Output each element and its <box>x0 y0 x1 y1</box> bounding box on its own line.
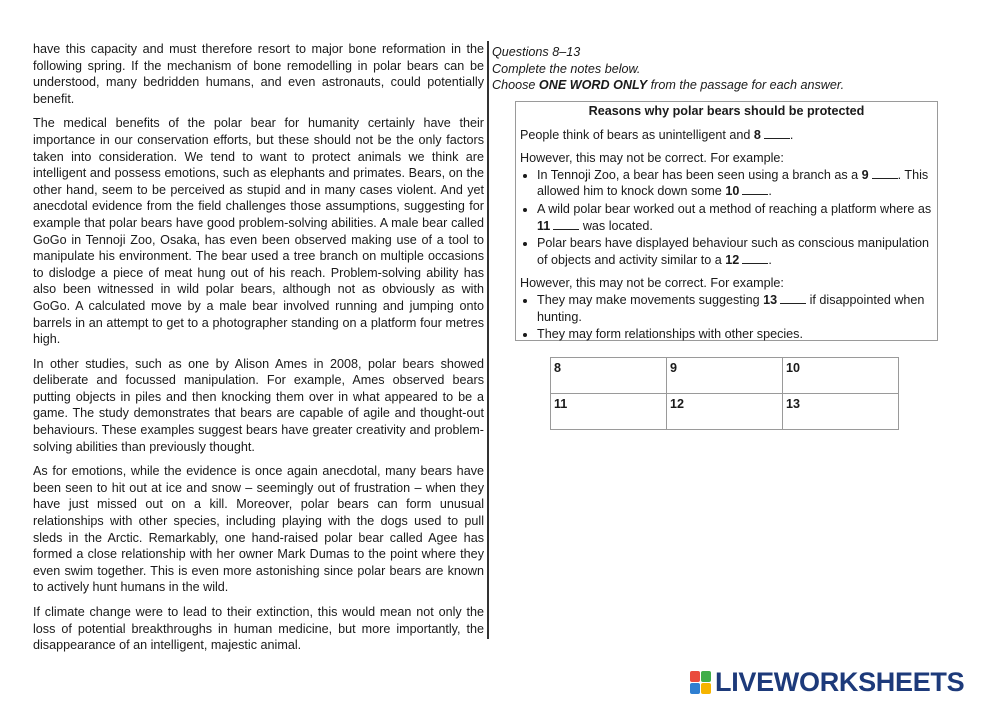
answer-blank-12[interactable] <box>742 253 768 264</box>
passage-paragraph-5: If climate change were to lead to their extinction, this would mean not only the loss of potential breakthroughs in human medicine, but more importantly, the disappearance of an intelligent, majestic animal. <box>33 605 484 653</box>
passage-paragraph-1: have this capacity and must therefore resort to major bone reformation in the following spring. If the mechanism of bone remodelling in polar bears can be understood, many bedridden humans, and even astronauts, could potentially benefit. <box>33 42 484 106</box>
bullet-4-text: They may make movements suggesting <box>537 292 764 307</box>
answer-cell-12[interactable]: 12 <box>667 394 783 430</box>
answer-cell-10[interactable]: 10 <box>783 358 899 394</box>
bullet-3-end: . <box>768 252 772 267</box>
logo-square-red <box>690 671 700 682</box>
bullet-1 <box>537 167 933 200</box>
bullet-1-mid: . This allowed him to knock down some <box>537 167 929 199</box>
section-2-list <box>520 292 933 343</box>
passage-paragraph-2: The medical benefits of the polar bear for humanity certainly have their importance in our conservation efforts, but these should not be the only factors taken into consideration. We tend to want to protect animals we think are intelligent and possess emotions, such as elephants and primates. Bears, on the other hand, seem to be perceived as stupid and in many cases violent. And yet anecdotal evidence from the field challenges those assumptions, suggesting for example that polar bears have good problem-solving abilities. A male bear called GoGo in Tennoji Zoo, Osaka, has even been observed making use of a tool to manipulate his environment. The bear used a tree branch on multiple occasions to dislodge a piece of meat hung out of his reach. Problem-solving ability has also been witnessed in wild polar bears, although not as obviously as with GoGo. A calculated move by a male bear involved running and jumping onto barrels in an attempt to get to a photographer standing on a platform four metres high. <box>33 116 484 347</box>
question-number-12: 12 <box>725 252 740 267</box>
answer-cell-9[interactable]: 9 <box>667 358 783 394</box>
bullet-3 <box>537 235 933 268</box>
questions-header <box>492 44 952 94</box>
bullet-2 <box>537 201 933 234</box>
answer-row <box>551 358 899 394</box>
reading-passage <box>33 41 484 662</box>
logo-square-blue <box>690 683 700 694</box>
bullet-4 <box>537 292 933 325</box>
choose-post: from the passage for each answer. <box>647 78 845 93</box>
section-1-intro: However, this may not be correct. For example: <box>520 151 784 166</box>
bullet-1-text: In Tennoji Zoo, a bear has been seen using a branch as a <box>537 167 862 182</box>
section-1-list <box>520 167 933 269</box>
liveworksheets-logo <box>690 666 964 698</box>
choose-bold: ONE WORD ONLY <box>538 78 648 93</box>
answer-blank-10[interactable] <box>742 184 768 195</box>
questions-choose-instruction <box>492 77 952 94</box>
bullet-4-end: if disappointed when hunting. <box>537 292 925 324</box>
bullet-2-text: A wild polar bear worked out a method of reaching a platform where as <box>537 201 932 216</box>
logo-square-yellow <box>701 683 711 694</box>
column-divider <box>487 41 489 639</box>
question-number-13: 13 <box>763 292 778 307</box>
notes-box <box>515 101 938 341</box>
answer-blank-8[interactable] <box>764 128 790 139</box>
passage-paragraph-4: As for emotions, while the evidence is once again anecdotal, many bears have been seen to hit out at ice and snow – seemingly out of frustration – when they have just missed out on a kill. Moreover, polar bears can form unusual relationships with other species, including playing with the dogs used to pull sleds in the Arctic. Remarkably, one hand-raised polar bear called Agee has formed a close relationship with her owner Mark Dumas to the point where they even swim together. This is even more astonishing since polar bears are known to actively hunt humans in the wild. <box>33 464 484 595</box>
answer-cell-8[interactable]: 8 <box>551 358 667 394</box>
questions-instruction: Complete the notes below. <box>492 61 641 76</box>
answer-cell-11[interactable]: 11 <box>551 394 667 430</box>
answer-blank-9[interactable] <box>872 168 898 179</box>
question-number-10: 10 <box>725 184 740 199</box>
logo-mark-icon <box>690 671 711 694</box>
notes-line-1-end: . <box>789 127 794 142</box>
logo-text: LIVEWORKSHEETS <box>715 666 965 697</box>
bullet-1-end: . <box>768 184 772 199</box>
passage-paragraph-3: In other studies, such as one by Alison Ames in 2008, polar bears showed deliberate and focussed manipulation. For example, Ames observed bears putting objects in piles and then knocking them over in what appeared to be a game. The study demonstrates that bears are capable of agile and thought-out behaviours. These examples suggest bears have greater creativity and problem-solving abilities than previously thought. <box>33 356 484 454</box>
answer-row <box>551 394 899 430</box>
answer-table <box>550 357 899 430</box>
logo-square-green <box>701 671 711 682</box>
section-2-intro: However, this may not be correct. For example: <box>520 276 784 291</box>
answer-blank-13[interactable] <box>780 293 806 304</box>
notes-line-1-text: People think of bears as unintelligent and <box>520 127 754 142</box>
notes-title: Reasons why polar bears should be protected <box>588 104 865 118</box>
bullet-3-text: Polar bears have displayed behaviour such as conscious manipulation of objects and activity similar to a <box>537 236 930 267</box>
question-number-11: 11 <box>537 218 551 233</box>
questions-heading: Questions 8–13 <box>492 45 581 59</box>
question-number-9: 9 <box>861 167 869 182</box>
choose-pre: Choose <box>492 78 539 93</box>
question-number-8: 8 <box>753 127 761 142</box>
bullet-2-end: was located. <box>579 218 653 233</box>
answer-blank-11[interactable] <box>553 219 579 230</box>
bullet-5: • They may form relationships with other species. <box>537 326 933 343</box>
notes-line-1 <box>520 127 933 144</box>
answer-cell-13[interactable]: 13 <box>783 394 899 430</box>
